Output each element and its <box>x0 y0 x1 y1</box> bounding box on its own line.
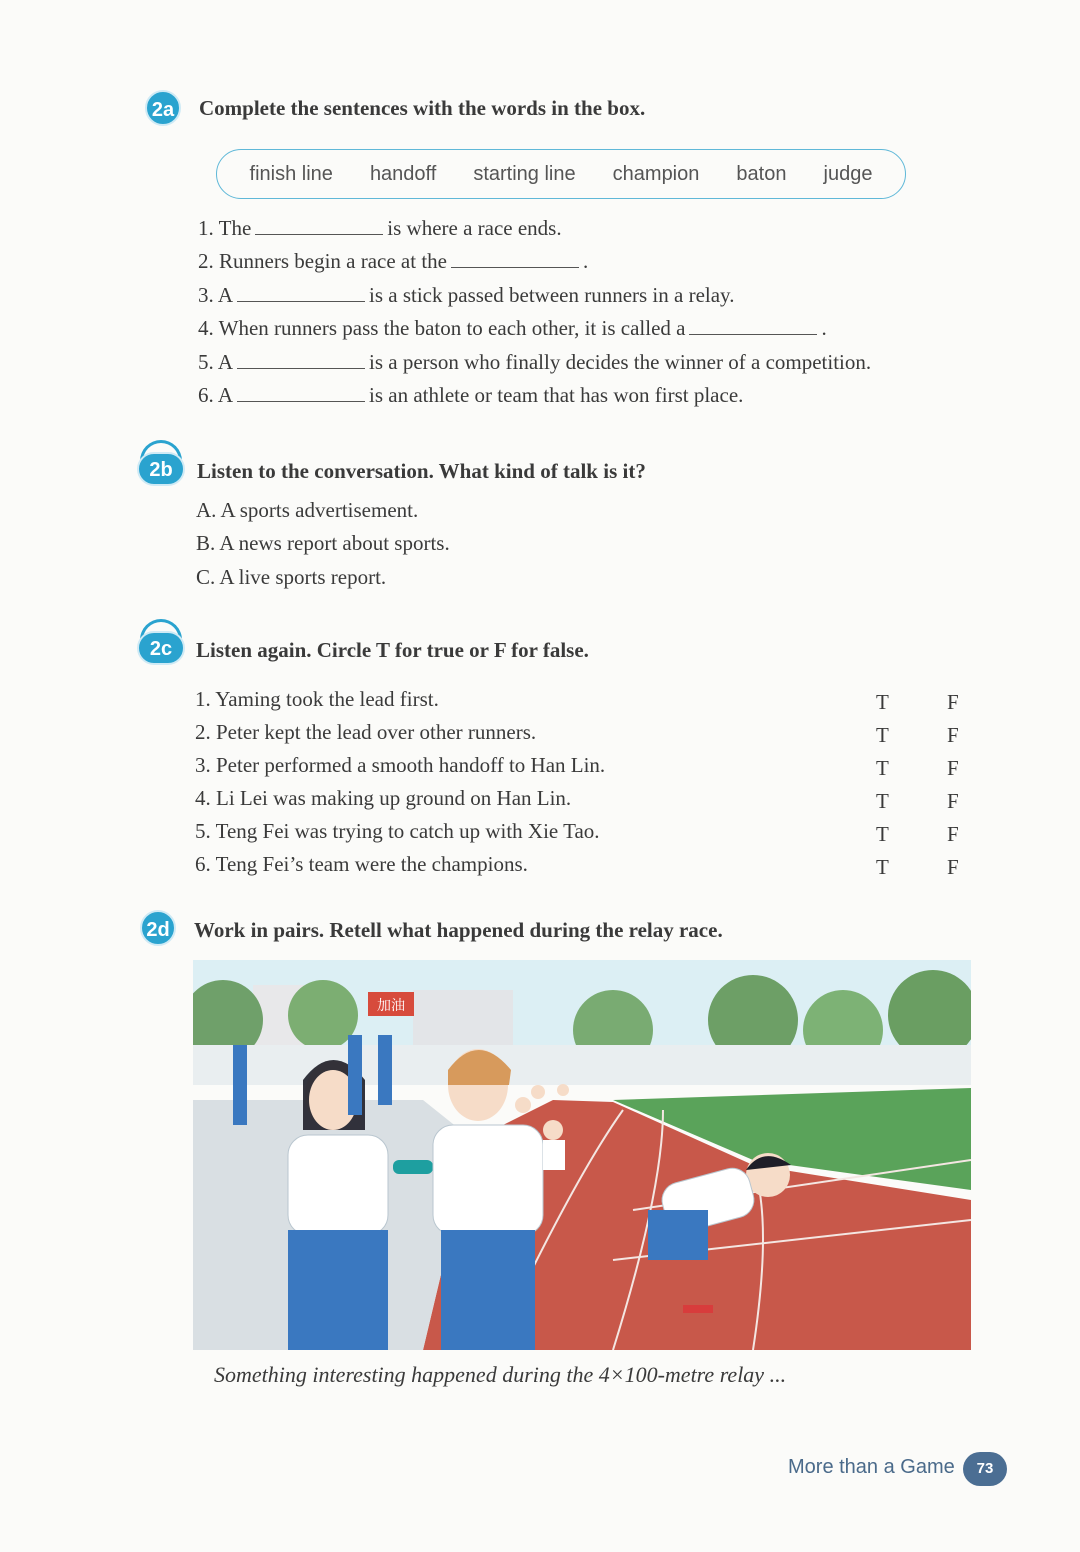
statement-text: Teng Fei’s team were the champions. <box>215 852 528 876</box>
true-false-statement <box>195 720 536 745</box>
section-2b-badge: 2b <box>137 452 185 486</box>
statement-text: Teng Fei was trying to catch up with Xie Tao. <box>215 819 600 843</box>
true-option[interactable]: T <box>876 756 889 780</box>
fill-sentence <box>198 283 734 308</box>
answer-blank[interactable] <box>237 383 365 402</box>
false-option[interactable]: F <box>947 690 959 714</box>
fill-sentence <box>198 316 827 341</box>
illustration-caption: Something interesting happened during the 4×100-metre relay ... <box>214 1362 787 1387</box>
answer-blank[interactable] <box>237 350 365 369</box>
item-number: 5. <box>198 350 214 374</box>
true-option[interactable]: T <box>876 855 889 879</box>
sentence-start: A <box>217 350 234 374</box>
page-number: 73 <box>963 1452 1007 1486</box>
sentence-start: When runners pass the baton to each other, it is called a <box>218 316 686 340</box>
item-number: 6. <box>195 852 211 876</box>
sentence-end: is an athlete or team that has won first place. <box>369 383 744 407</box>
sentence-end: is a stick passed between runners in a relay. <box>369 283 735 307</box>
word-box-item: judge <box>823 162 873 185</box>
statement-text: Peter performed a smooth handoff to Han Lin. <box>216 753 606 777</box>
item-number: 2. <box>198 249 214 273</box>
item-number: 3. <box>198 283 214 307</box>
section-2a-instruction: Complete the sentences with the words in the box. <box>199 96 646 120</box>
false-option[interactable]: F <box>947 756 959 780</box>
sentence-end: is a person who finally decides the winner of a competition. <box>369 350 872 374</box>
answer-option[interactable]: A. A sports advertisement. <box>196 498 419 522</box>
answer-blank[interactable] <box>255 216 383 235</box>
word-box-item: starting line <box>473 162 576 185</box>
true-option[interactable]: T <box>876 822 889 846</box>
true-false-statement <box>195 687 439 712</box>
fill-sentence <box>198 216 562 241</box>
true-option[interactable]: T <box>876 690 889 714</box>
item-number: 5. <box>195 819 211 843</box>
section-2d-instruction: Work in pairs. Retell what happened during the relay race. <box>194 918 723 942</box>
item-number: 6. <box>198 383 214 407</box>
section-2d-badge: 2d <box>140 910 176 946</box>
unit-title: More than a Game <box>788 1456 955 1478</box>
section-2c-instruction: Listen again. Circle T for true or F for false. <box>196 638 589 662</box>
statement-text: Li Lei was making up ground on Han Lin. <box>216 786 572 810</box>
true-false-statement <box>195 819 600 844</box>
false-option[interactable]: F <box>947 822 959 846</box>
sentence-start: A <box>217 383 234 407</box>
answer-blank[interactable] <box>689 316 817 335</box>
word-box-item: handoff <box>369 162 437 185</box>
statement-text: Peter kept the lead over other runners. <box>216 720 537 744</box>
false-option[interactable]: F <box>947 855 959 879</box>
word-box-item: champion <box>612 162 700 185</box>
sentence-start: A <box>217 283 234 307</box>
item-number: 3. <box>195 753 211 777</box>
true-false-statement <box>195 753 605 778</box>
true-false-statement <box>195 852 528 877</box>
section-2c-badge: 2c <box>137 631 185 665</box>
word-box-item: baton <box>736 162 787 185</box>
section-2b-instruction: Listen to the conversation. What kind of talk is it? <box>197 459 646 483</box>
true-option[interactable]: T <box>876 723 889 747</box>
section-2a-badge: 2a <box>145 90 181 126</box>
fill-sentence <box>198 383 743 408</box>
item-number: 1. <box>198 216 214 240</box>
fill-sentence <box>198 350 871 375</box>
cheering-sign-text: 加油 <box>377 998 405 1014</box>
item-number: 2. <box>195 720 211 744</box>
item-number: 4. <box>198 316 214 340</box>
word-box <box>216 149 906 199</box>
true-false-statement <box>195 786 571 811</box>
answer-blank[interactable] <box>237 283 365 302</box>
fill-sentence <box>198 249 588 274</box>
answer-blank[interactable] <box>451 249 579 268</box>
sentence-start: The <box>218 216 252 240</box>
answer-option[interactable]: C. A live sports report. <box>196 565 387 589</box>
word-box-item: finish line <box>249 162 333 185</box>
true-option[interactable]: T <box>876 789 889 813</box>
statement-text: Yaming took the lead first. <box>215 687 439 711</box>
item-number: 1. <box>195 687 211 711</box>
sentence-end: is where a race ends. <box>387 216 562 240</box>
sentence-end: . <box>583 249 589 273</box>
relay-race-illustration <box>193 960 971 1350</box>
item-number: 4. <box>195 786 211 810</box>
sentence-end: . <box>821 316 827 340</box>
answer-option[interactable]: B. A news report about sports. <box>196 531 450 555</box>
sentence-start: Runners begin a race at the <box>219 249 447 273</box>
false-option[interactable]: F <box>947 789 959 813</box>
false-option[interactable]: F <box>947 723 959 747</box>
